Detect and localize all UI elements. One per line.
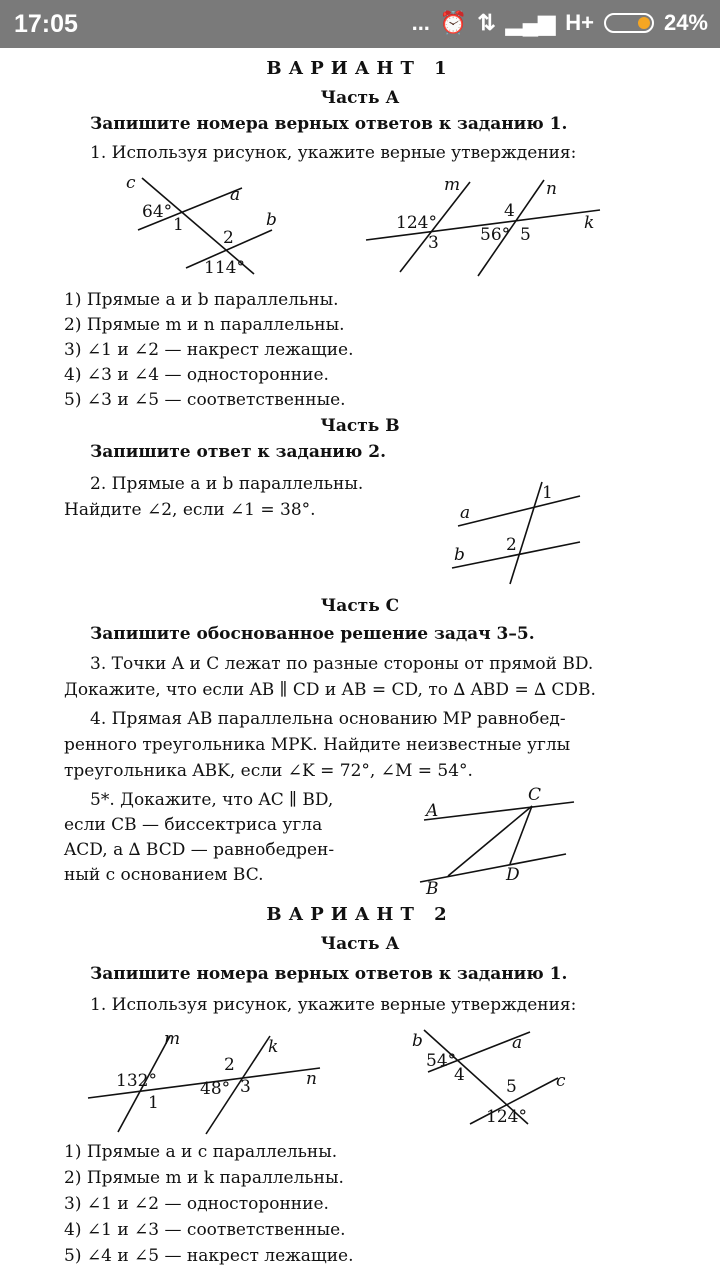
line-ac xyxy=(424,802,574,820)
label-b: b xyxy=(412,1031,423,1051)
v2-figure-5 xyxy=(84,1026,324,1138)
label-a: a xyxy=(460,503,471,523)
v1-option-1: 1) Прямые a и b параллельны. xyxy=(64,290,339,310)
label-m: m xyxy=(164,1029,181,1049)
v2-part-a-instruction: Запишите номера верных ответов к заданию 1. xyxy=(90,964,568,984)
v1-question-2-line-1: 2. Прямые a и b параллельны. xyxy=(90,474,364,494)
angle-124: 124° xyxy=(486,1107,527,1127)
status-time: 17:05 xyxy=(14,10,78,38)
v1-figure-4 xyxy=(414,786,584,898)
v1-question-5-line-3: ACD, а ∆ BCD — равнобедрен- xyxy=(64,840,335,860)
label-n: n xyxy=(546,179,557,199)
line-a xyxy=(458,496,580,526)
v1-question-3-line-2: Докажите, что если AB ∥ CD и AB = CD, то ∆ ABD = ∆ CDB. xyxy=(64,680,596,700)
angle-5: 5 xyxy=(520,225,531,245)
vibrate-icon: ⇅ xyxy=(477,10,496,35)
alarm-icon: ⏰ xyxy=(439,10,468,35)
document-page xyxy=(0,48,720,1280)
angle-114: 114° xyxy=(204,258,245,278)
label-k: k xyxy=(268,1037,279,1057)
line-bd xyxy=(420,854,566,882)
v2-question-1: 1. Используя рисунок, укажите верные утверждения: xyxy=(90,995,577,1015)
v2-option-5: 5) ∠4 и ∠5 — накрест лежащие. xyxy=(64,1246,354,1266)
v1-question-4-line-1: 4. Прямая AB параллельна основанию MP равнобед- xyxy=(90,709,566,729)
angle-1: 1 xyxy=(542,483,553,503)
v1-part-b-heading: Часть В xyxy=(320,416,400,436)
v1-question-5-line-1: 5*. Докажите, что AC ∥ BD, xyxy=(90,790,334,810)
angle-132: 132° xyxy=(116,1071,157,1091)
angle-64: 64° xyxy=(142,202,173,222)
v2-option-1: 1) Прямые a и c параллельны. xyxy=(64,1142,338,1162)
v1-part-a-heading: Часть А xyxy=(320,88,400,108)
label-a: a xyxy=(512,1033,523,1053)
label-m: m xyxy=(444,175,461,195)
label-b: b xyxy=(266,210,277,230)
v1-question-4-line-2: ренного треугольника MPK. Найдите неизвестные углы xyxy=(64,735,571,755)
angle-3: 3 xyxy=(428,233,439,253)
network-type: H+ xyxy=(565,10,594,35)
v1-question-1: 1. Используя рисунок, укажите верные утверждения: xyxy=(90,143,577,163)
v2-option-3: 3) ∠1 и ∠2 — односторонние. xyxy=(64,1194,329,1214)
angle-5: 5 xyxy=(506,1077,517,1097)
transversal xyxy=(510,482,542,584)
status-bar xyxy=(0,0,720,48)
v2-part-a-heading: Часть А xyxy=(320,934,400,954)
label-b: b xyxy=(454,545,465,565)
v1-figure-1 xyxy=(120,170,280,282)
angle-2: 2 xyxy=(224,1055,235,1075)
signal-icon: ▂▄▆ xyxy=(505,10,556,35)
label-b: B xyxy=(426,879,439,899)
angle-54: 54° xyxy=(426,1051,457,1071)
angle-2: 2 xyxy=(223,228,234,248)
angle-1: 1 xyxy=(173,215,184,235)
angle-124: 124° xyxy=(396,213,437,233)
label-d: D xyxy=(506,865,520,885)
label-c: c xyxy=(556,1071,566,1091)
label-n: n xyxy=(306,1069,317,1089)
battery-icon xyxy=(604,13,654,33)
label-k: k xyxy=(584,213,595,233)
angle-56: 56° xyxy=(480,225,511,245)
v1-option-5: 5) ∠3 и ∠5 — соответственные. xyxy=(64,390,346,410)
angle-1: 1 xyxy=(148,1093,159,1113)
v1-question-5-line-4: ный с основанием BC. xyxy=(64,865,264,885)
label-c: C xyxy=(528,785,542,805)
v2-option-2: 2) Прямые m и k параллельны. xyxy=(64,1168,344,1188)
v1-part-b-instruction: Запишите ответ к заданию 2. xyxy=(90,442,386,462)
more-dots-icon: ... xyxy=(411,10,430,35)
label-a: A xyxy=(426,801,439,821)
battery-percent: 24% xyxy=(663,10,708,35)
status-icons xyxy=(412,10,708,36)
variant-2-title: ВАРИАНТ 2 xyxy=(266,904,454,925)
label-a: a xyxy=(230,185,241,205)
angle-48: 48° xyxy=(200,1079,231,1099)
angle-4: 4 xyxy=(504,201,515,221)
angle-4: 4 xyxy=(454,1065,465,1085)
v1-option-2: 2) Прямые m и n параллельны. xyxy=(64,315,345,335)
v1-question-5-line-2: если CB — биссектриса угла xyxy=(64,815,323,835)
v1-question-2-line-2: Найдите ∠2, если ∠1 = 38°. xyxy=(64,500,316,520)
angle-2: 2 xyxy=(506,535,517,555)
v1-question-3-line-1: 3. Точки A и C лежат по разные стороны от прямой BD. xyxy=(90,654,594,674)
v1-option-3: 3) ∠1 и ∠2 — накрест лежащие. xyxy=(64,340,354,360)
variant-1-title: ВАРИАНТ 1 xyxy=(266,58,454,79)
v1-part-a-instruction: Запишите номера верных ответов к заданию 1. xyxy=(90,114,568,134)
v1-figure-2 xyxy=(360,172,610,282)
v1-option-4: 4) ∠3 и ∠4 — односторонние. xyxy=(64,365,329,385)
v1-figure-3 xyxy=(440,476,590,588)
angle-3: 3 xyxy=(240,1077,251,1097)
label-c: c xyxy=(126,173,136,193)
v1-part-c-heading: Часть С xyxy=(320,596,400,616)
v1-part-c-instruction: Запишите обоснованное решение задач 3–5. xyxy=(90,624,535,644)
v2-option-4: 4) ∠1 и ∠3 — соответственные. xyxy=(64,1220,346,1240)
v2-figure-6 xyxy=(410,1026,580,1138)
v1-question-4-line-3: треугольника ABK, если ∠K = 72°, ∠M = 54°. xyxy=(64,761,473,781)
